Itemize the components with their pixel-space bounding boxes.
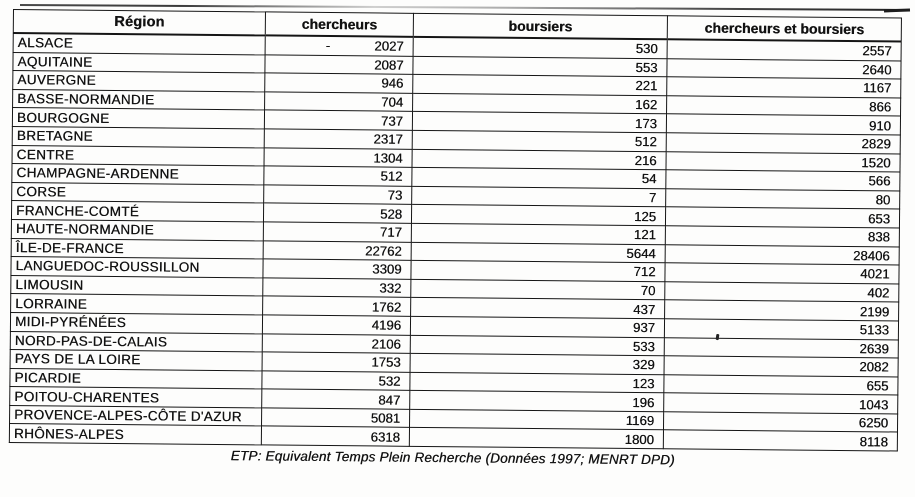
region-cell: PROVENCE-ALPES-CÔTE D'AZUR [10, 405, 262, 426]
region-cell: MIDI-PYRÉNÉES [10, 312, 262, 333]
chercheurs-et-boursiers-cell: 655 [664, 374, 898, 395]
boursiers-cell: 221 [413, 75, 667, 96]
chercheurs-et-boursiers-cell: 866 [667, 96, 901, 117]
region-cell: HAUTE-NORMANDIE [11, 219, 263, 240]
region-cell: BRETAGNE [12, 126, 264, 147]
boursiers-cell: 437 [411, 298, 665, 319]
region-cell: AUVERGNE [13, 71, 265, 92]
region-cell: NORD-PAS-DE-CALAIS [10, 331, 262, 352]
chercheurs-cell: 1762 [263, 296, 411, 316]
chercheurs-cell: 73 [264, 185, 412, 205]
chercheurs-et-boursiers-cell: 5133 [664, 319, 898, 340]
chercheurs-cell: 2317 [264, 129, 412, 149]
column-header-boursiers: boursiers [413, 13, 667, 39]
chercheurs-et-boursiers-cell: 2557 [667, 39, 901, 60]
dash-mark: - [325, 38, 331, 54]
boursiers-cell: 512 [412, 130, 666, 151]
chercheurs-cell: 737 [264, 110, 412, 130]
boursiers-cell: 70 [411, 279, 665, 300]
chercheurs-et-boursiers-cell: 653 [665, 207, 899, 228]
chercheurs-cell: 2106 [262, 333, 410, 353]
chercheurs-et-boursiers-cell: 910 [666, 114, 900, 135]
boursiers-cell: 329 [410, 353, 664, 374]
chercheurs-cell: 22762 [263, 240, 411, 260]
chercheurs-cell: 332 [263, 278, 411, 298]
boursiers-cell: 1169 [409, 409, 663, 430]
region-cell: LIMOUSIN [11, 275, 263, 296]
column-header-chercheurs: chercheurs [265, 12, 413, 37]
boursiers-cell: 173 [412, 112, 666, 133]
boursiers-cell: 530 [413, 37, 667, 59]
chercheurs-et-boursiers-cell: 2640 [667, 58, 901, 79]
chercheurs-et-boursiers-cell: 28406 [665, 244, 899, 265]
chercheurs-et-boursiers-cell: 6250 [663, 412, 897, 433]
region-cell: PAYS DE LA LOIRE [10, 350, 262, 371]
chercheurs-cell: 717 [263, 222, 411, 242]
region-cell: CENTRE [12, 145, 264, 166]
boursiers-cell: 121 [411, 223, 665, 244]
boursiers-cell: 1800 [409, 428, 663, 449]
chercheurs-cell: 1753 [262, 352, 410, 372]
region-cell: AQUITAINE [13, 52, 265, 73]
region-cell: BASSE-NORMANDIE [13, 89, 265, 110]
region-cell: LORRAINE [11, 294, 263, 315]
chercheurs-et-boursiers-cell: 566 [666, 170, 900, 191]
region-cell: CORSE [12, 182, 264, 203]
region-cell: POITOU-CHARENTES [10, 387, 262, 408]
region-cell: RHÔNES-ALPES [9, 424, 261, 445]
region-cell: PICARDIE [10, 368, 262, 389]
boursiers-cell: 553 [413, 56, 667, 77]
chercheurs-cell: 946 [265, 73, 413, 93]
chercheurs-cell: 4196 [262, 315, 410, 335]
chercheurs-et-boursiers-cell: 2199 [665, 300, 899, 321]
chercheurs-cell: 6318 [261, 426, 409, 446]
regions-table [9, 9, 902, 452]
chercheurs-et-boursiers-cell: 1520 [666, 151, 900, 172]
chercheurs-et-boursiers-cell: 1167 [667, 77, 901, 98]
region-cell: ÎLE-DE-FRANCE [11, 238, 263, 259]
chercheurs-cell: 3309 [263, 259, 411, 279]
chercheurs-cell: 1304 [264, 147, 412, 167]
chercheurs-cell: 532 [262, 371, 410, 391]
column-header-region: Région [13, 10, 265, 36]
chercheurs-et-boursiers-cell: 2639 [664, 337, 898, 358]
boursiers-cell: 125 [411, 205, 665, 226]
boursiers-cell: 216 [412, 149, 666, 170]
chercheurs-cell: 528 [263, 203, 411, 223]
region-cell: CHAMPAGNE-ARDENNE [12, 164, 264, 185]
boursiers-cell: 7 [412, 186, 666, 207]
chercheurs-et-boursiers-cell: 80 [666, 189, 900, 210]
chercheurs-cell: 512 [264, 166, 412, 186]
boursiers-cell: 712 [411, 260, 665, 281]
chercheurs-et-boursiers-cell: 402 [665, 281, 899, 302]
chercheurs-et-boursiers-cell: 4021 [665, 263, 899, 284]
scan-artifact-corner-mark [884, 9, 910, 13]
boursiers-cell: 196 [410, 391, 664, 412]
boursiers-cell: 533 [410, 335, 664, 356]
chercheurs-cell: 5081 [262, 408, 410, 428]
chercheurs-et-boursiers-cell: 2082 [664, 356, 898, 377]
boursiers-cell: 54 [412, 167, 666, 188]
table-body [9, 33, 901, 451]
chercheurs-cell: 2087 [265, 55, 413, 75]
boursiers-cell: 5644 [411, 242, 665, 263]
column-header-chercheurs-et-boursiers: chercheurs et boursiers [667, 16, 901, 42]
table-sheet [9, 9, 901, 470]
chercheurs-et-boursiers-cell: 2829 [666, 133, 900, 154]
chercheurs-et-boursiers-cell: 8118 [663, 430, 897, 451]
region-cell: FRANCHE-COMTÉ [11, 201, 263, 222]
boursiers-cell: 937 [410, 316, 664, 337]
chercheurs-et-boursiers-cell: 838 [665, 226, 899, 247]
boursiers-cell: 123 [410, 372, 664, 393]
chercheurs-cell: 704 [265, 92, 413, 112]
region-cell: BOURGOGNE [12, 108, 264, 129]
chercheurs-cell: 847 [262, 389, 410, 409]
region-cell: ALSACE [13, 33, 265, 55]
footnote: ETP: Equivalent Temps Plein Recherche (Données 1997; MENRT DPD) [230, 448, 675, 468]
chercheurs-et-boursiers-cell: 1043 [664, 393, 898, 414]
boursiers-cell: 162 [413, 93, 667, 114]
chercheurs-cell: - 2027 [265, 35, 413, 56]
region-cell: LANGUEDOC-ROUSSILLON [11, 257, 263, 278]
